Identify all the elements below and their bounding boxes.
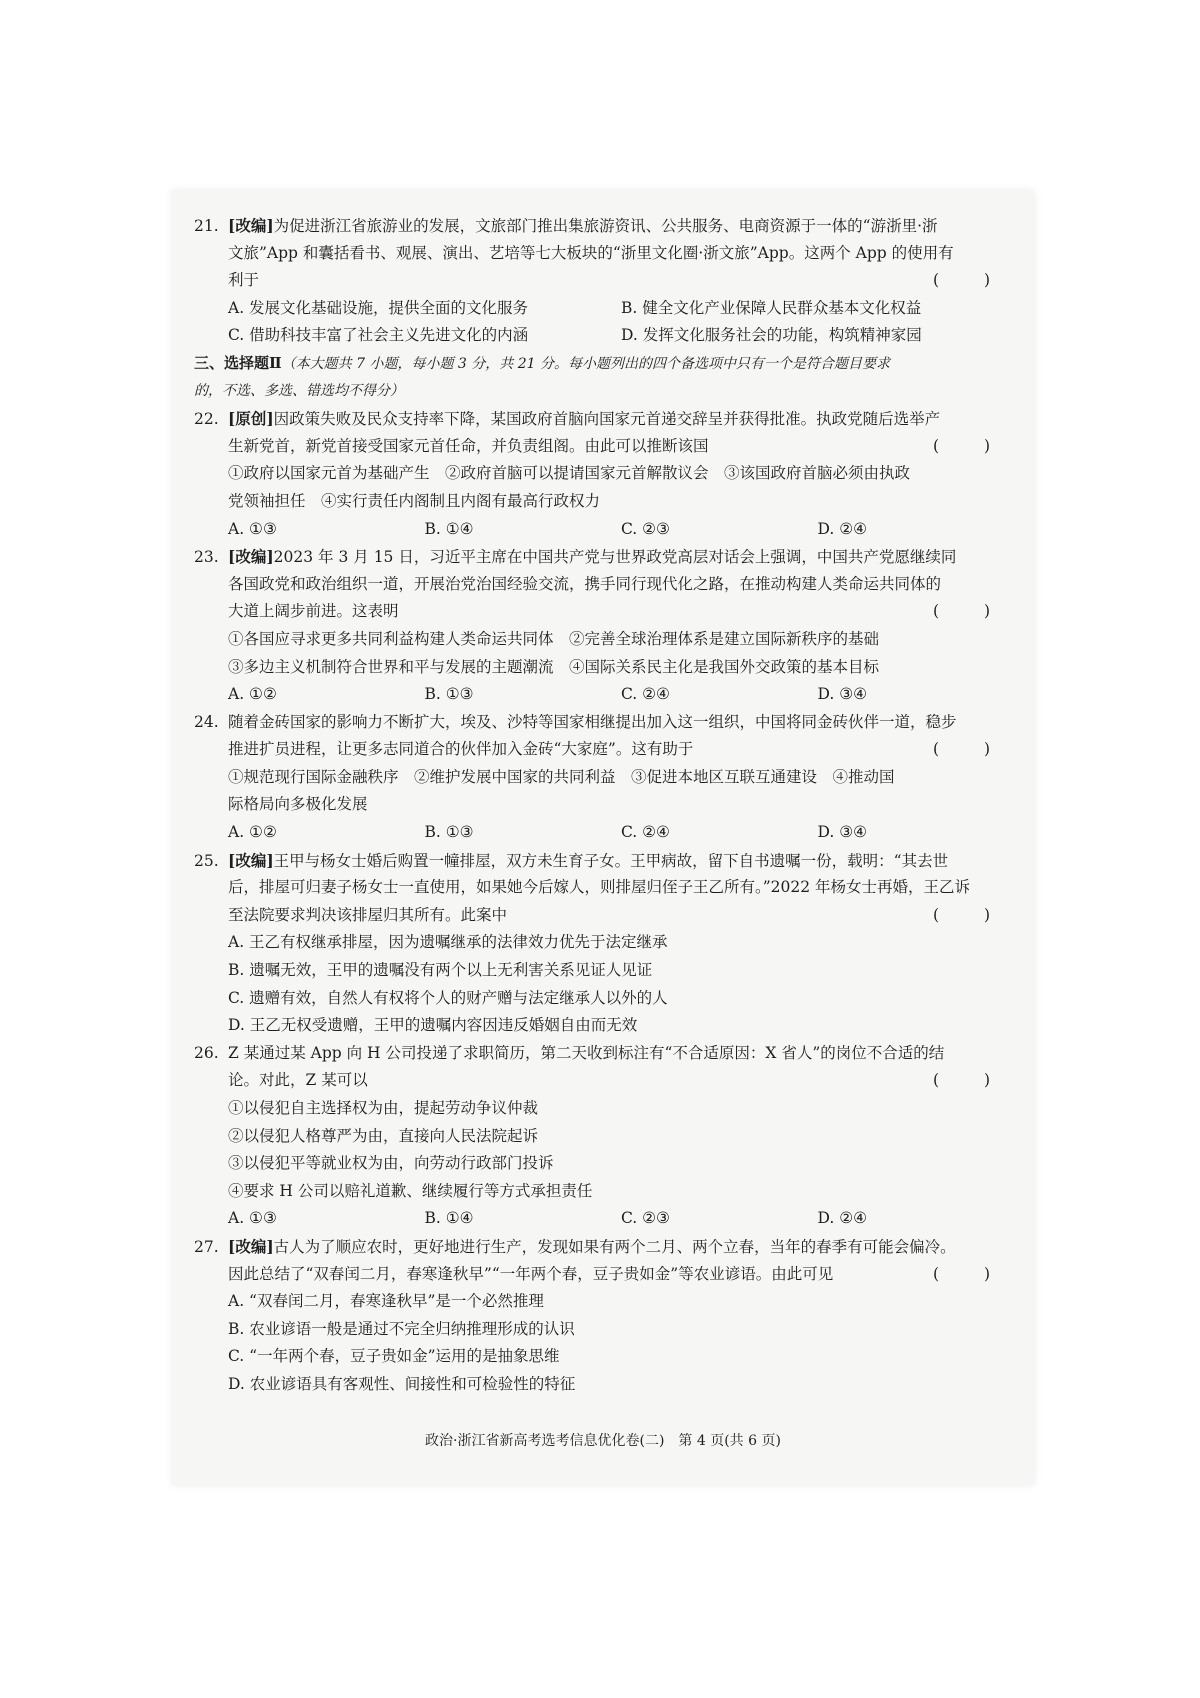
question-number: 22. <box>194 410 219 429</box>
statement-items: ③多边主义机制符合世界和平与发展的主题潮流 ④国际关系民主化是我国外交政策的基本目标 <box>228 657 880 676</box>
statement-item: ②以侵犯人格尊严为由，直接向人民法院起诉 <box>228 1126 539 1145</box>
option-d: D. 王乙无权受遗赠，王甲的遗嘱内容因违反婚姻自由而无效 <box>228 1016 638 1035</box>
option-a: A. 发展文化基础设施，提供全面的文化服务 <box>228 298 529 317</box>
statement-items: ①规范现行国际金融秩序 ②维护发展中国家的共同利益 ③促进本地区互联互通建设 ④推动国 <box>228 767 895 786</box>
question-tag: [改编] <box>228 850 274 870</box>
question-stem: 生新党首，新党首接受国家元首任命，并负责组阁。由此可以推断该国 <box>228 436 709 455</box>
statement-items: 党领袖担任 ④实行责任内阁制且内阁有最高行政权力 <box>228 491 601 510</box>
statement-item: ①以侵犯自主选择权为由，提起劳动争议仲裁 <box>228 1099 539 1117</box>
option-b: B. 农业谚语一般是通过不完全归纳推理形成的认识 <box>228 1319 575 1338</box>
question-stem: 因此总结了“双春闰二月，春寒逢秋早”“一年两个春，豆子贵如金”等农业谚语。由此可见 <box>228 1264 834 1283</box>
question-number: 25. <box>194 851 219 870</box>
answer-parenthesis: ( ) <box>932 905 1010 924</box>
option-b: B. ①③ <box>424 823 474 842</box>
option-b: B. 健全文化产业保障人民群众基本文化权益 <box>621 298 922 317</box>
question-stem: Z 某通过某 App 向 H 公司投递了求职简历，第二天收到标注有“不合适原因：X 省人”的岗位不合适的结 <box>228 1043 945 1062</box>
page-footer: 政治·浙江省新高考选考信息优化卷(二) 第 4 页(共 6 页) <box>425 1433 781 1449</box>
statement-item: ④要求 H 公司以赔礼道歉、继续履行等方式承担责任 <box>228 1181 593 1200</box>
question-number: 23. <box>194 548 219 567</box>
question-stem: 王甲与杨女士婚后购置一幢排屋，双方未生育子女。王甲病故，留下自书遗嘱一份，载明：“其去世 <box>273 851 949 870</box>
question-stem: 2023 年 3 月 15 日，习近平主席在中国共产党与世界政党高层对话会上强调，中国共产党愿继续同 <box>273 548 957 567</box>
option-row <box>194 295 1014 323</box>
answer-parenthesis: ( ) <box>932 436 1010 455</box>
question-number: 26. <box>194 1043 219 1062</box>
section-heading <box>194 350 1014 405</box>
option-row <box>194 681 1014 709</box>
question-stem: 论。对此，Z 某可以 <box>228 1071 368 1090</box>
question-tag: [改编] <box>228 547 274 567</box>
question-stem: 至法院要求判决该排屋归其所有。此案中 <box>228 905 508 924</box>
question-tag: [原创] <box>228 409 274 429</box>
section-note: （本大题共 7 小题，每小题 3 分，共 21 分。每小题列出的四个备选项中只有一个是符合题目要求 <box>281 355 890 372</box>
question-23 <box>194 543 1014 709</box>
question-21 <box>194 212 1014 350</box>
option-d: D. ③④ <box>817 823 868 842</box>
question-stem: 大道上阔步前进。这表明 <box>228 602 399 621</box>
question-stem: 古人为了顺应农时，更好地进行生产，发现如果有两个二月、两个立春，当年的春季有可能会偏冷。 <box>273 1237 956 1256</box>
option-a: A. ①③ <box>228 519 277 538</box>
question-24 <box>194 709 1014 847</box>
option-d: D. ②④ <box>817 1209 868 1228</box>
statement-items: ①各国应寻求更多共同利益构建人类命运共同体 ②完善全球治理体系是建立国际新秩序的基础 <box>228 629 880 648</box>
section-title: 三、选择题Ⅱ <box>194 353 282 372</box>
question-27 <box>194 1233 1014 1399</box>
question-25 <box>194 847 1014 1040</box>
option-b: B. ①③ <box>424 685 474 704</box>
answer-parenthesis: ( ) <box>932 1071 1010 1090</box>
option-row <box>194 322 1014 350</box>
option-c: C. ②④ <box>621 685 670 704</box>
answer-parenthesis: ( ) <box>932 271 1010 290</box>
section-note: 的，不选、多选、错选均不得分） <box>194 382 404 399</box>
option-c: C. ②③ <box>621 519 670 538</box>
option-row <box>194 516 1014 544</box>
option-c: C. “一年两个春，豆子贵如金”运用的是抽象思维 <box>228 1347 560 1366</box>
option-a: A. ①② <box>228 823 277 842</box>
option-d: D. 农业谚语具有客观性、间接性和可检验性的特征 <box>228 1374 576 1393</box>
question-stem: 推进扩员进程，让更多志同道合的伙伴加入金砖“大家庭”。这有助于 <box>228 740 694 759</box>
question-stem: 各国政党和政治组织一道，开展治党治国经验交流，携手同行现代化之路，在推动构建人类命运共同体的 <box>228 574 942 593</box>
question-number: 27. <box>194 1237 219 1256</box>
option-a: A. ①③ <box>228 1209 277 1228</box>
answer-parenthesis: ( ) <box>932 602 1010 621</box>
option-a: A. ①② <box>228 685 277 704</box>
option-c: C. 借助科技丰富了社会主义先进文化的内涵 <box>228 326 529 345</box>
page-content <box>194 212 1014 1399</box>
option-d: D. 发挥文化服务社会的功能，构筑精神家园 <box>621 326 922 345</box>
option-c: C. 遗赠有效，自然人有权将个人的财产赠与法定继承人以外的人 <box>228 988 668 1007</box>
question-22 <box>194 405 1014 543</box>
question-stem: 为促进浙江省旅游业的发展，文旅部门推出集旅游资讯、公共服务、电商资源于一体的“游浙里·浙 <box>273 217 938 235</box>
option-b: B. 遗嘱无效，王甲的遗嘱没有两个以上无利害关系见证人见证 <box>228 961 653 980</box>
question-stem: 后，排屋可归妻子杨女士一直使用，如果她今后嫁人，则排屋归侄子王乙所有。”2022 年杨女士再婚，王乙诉 <box>228 878 971 897</box>
question-number: 24. <box>194 712 219 731</box>
statement-items: 际格局向多极化发展 <box>228 795 368 814</box>
option-c: C. ②③ <box>621 1209 670 1228</box>
option-c: C. ②④ <box>621 823 670 842</box>
option-row <box>194 819 1014 847</box>
question-stem: 文旅”App 和囊括看书、观展、演出、艺培等七大板块的“浙里文化圈·浙文旅”App。这两个 App 的使用有 <box>228 243 954 262</box>
statement-items: ①政府以国家元首为基础产生 ②政府首脑可以提请国家元首解散议会 ③该国政府首脑必须由执政 <box>228 464 911 483</box>
answer-parenthesis: ( ) <box>932 1264 1010 1283</box>
option-d: D. ②④ <box>817 519 868 538</box>
question-tag: [改编] <box>228 1236 274 1256</box>
question-stem: 随着金砖国家的影响力不断扩大，埃及、沙特等国家相继提出加入这一组织，中国将同金砖伙伴一道，稳步 <box>228 712 957 731</box>
answer-parenthesis: ( ) <box>932 740 1010 759</box>
option-d: D. ③④ <box>817 685 868 704</box>
option-b: B. ①④ <box>424 519 474 538</box>
question-26 <box>194 1040 1014 1233</box>
question-tag: [改编] <box>228 216 274 235</box>
exam-page <box>172 190 1034 1485</box>
question-stem: 利于 <box>228 271 260 290</box>
option-a: A. 王乙有权继承排屋，因为遗嘱继承的法律效力优先于法定继承 <box>228 933 668 952</box>
option-row <box>194 1205 1014 1233</box>
option-a: A. “双春闰二月，春寒逢秋早”是一个必然推理 <box>228 1292 544 1311</box>
statement-item: ③以侵犯平等就业权为由，向劳动行政部门投诉 <box>228 1154 554 1173</box>
option-b: B. ①④ <box>424 1209 474 1228</box>
question-stem: 因政策失败及民众支持率下降，某国政府首脑向国家元首递交辞呈并获得批准。执政党随后选举产 <box>273 410 941 429</box>
question-number: 21. <box>194 217 219 235</box>
